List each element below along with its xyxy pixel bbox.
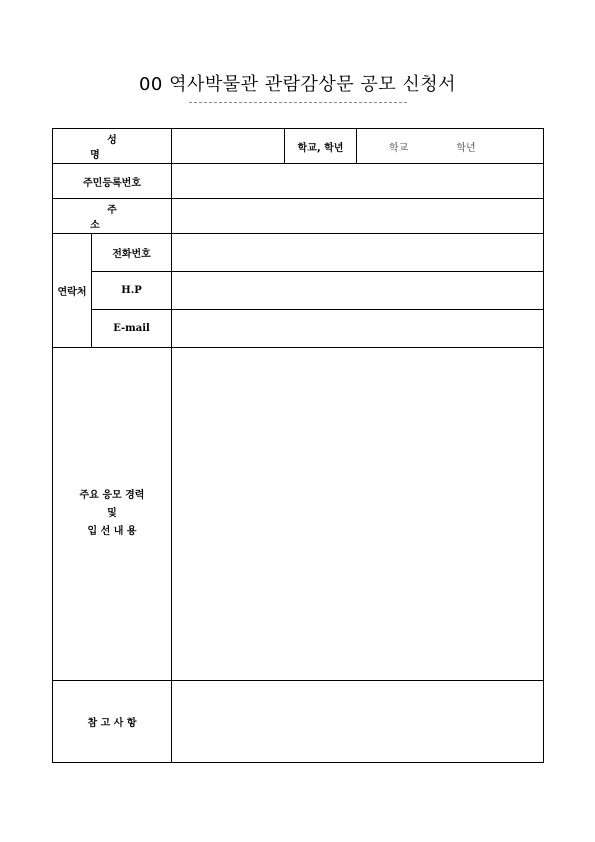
notes-label: 참 고 사 항 bbox=[53, 681, 172, 763]
career-label bbox=[53, 348, 172, 681]
name-field[interactable] bbox=[172, 129, 285, 164]
hp-field[interactable] bbox=[172, 272, 544, 310]
document-title: 00 역사박물관 관람감상문 공모 신청서 bbox=[138, 74, 457, 95]
row-email bbox=[53, 310, 544, 348]
name-label: 성명 bbox=[53, 129, 172, 164]
row-name bbox=[53, 129, 544, 164]
row-address bbox=[53, 199, 544, 234]
row-hp bbox=[53, 272, 544, 310]
application-form-table bbox=[52, 128, 544, 763]
school-grade-field[interactable] bbox=[357, 129, 544, 164]
resident-id-field[interactable] bbox=[172, 164, 544, 199]
email-field[interactable] bbox=[172, 310, 544, 348]
career-label-line1: 주요 응모 경력 bbox=[79, 490, 145, 501]
row-notes bbox=[53, 681, 544, 763]
school-grade-label: 학교, 학년 bbox=[285, 129, 357, 164]
address-label: 주소 bbox=[53, 199, 172, 234]
grade-unit-text: 학년 bbox=[456, 142, 476, 154]
address-field[interactable] bbox=[172, 199, 544, 234]
email-label: E-mail bbox=[92, 310, 172, 348]
career-label-line3: 입 선 내 용 bbox=[87, 526, 137, 537]
school-unit-text: 학교 bbox=[389, 142, 409, 154]
hp-label: H.P bbox=[92, 272, 172, 310]
contact-label: 연락처 bbox=[53, 234, 92, 348]
resident-id-label: 주민등록번호 bbox=[53, 164, 172, 199]
title-dashed-rule bbox=[189, 102, 407, 103]
row-career bbox=[53, 348, 544, 681]
row-resident-id bbox=[53, 164, 544, 199]
notes-field[interactable] bbox=[172, 681, 544, 763]
career-label-line2: 및 bbox=[107, 508, 117, 519]
phone-field[interactable] bbox=[172, 234, 544, 272]
career-field[interactable] bbox=[172, 348, 544, 681]
phone-label: 전화번호 bbox=[92, 234, 172, 272]
row-phone bbox=[53, 234, 544, 272]
